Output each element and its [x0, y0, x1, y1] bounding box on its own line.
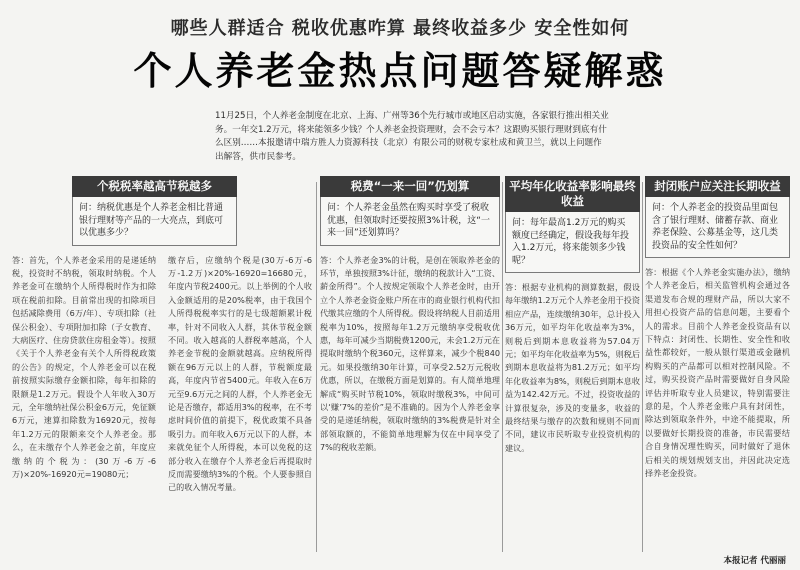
lead-paragraph: 11月25日，个人养老金制度在北京、上海、广州等36个先行城市或地区启动实施，各家银行推出相关业务。一年交1.2万元，将来能领多少钱？个人养老金投资理财，会不会亏本？这跟购买银行理财到底有什么区别……本报邀请中瑞方胜人力资源科技（北京）有限公司的财税专家杜成和黄卫兰，就以上问题作出解答，供市民参考。: [215, 111, 609, 162]
column-divider: [502, 182, 503, 552]
question-box: 问：个人养老金虽然在购买时享受了税收优惠，但领取时还要按照3%计税，这“一来一回”还划算吗？: [320, 197, 500, 246]
section-title: 平均年化收益率影响最终收益: [505, 176, 640, 212]
section-closed-account: [645, 176, 790, 481]
answer-text: 缴存后，应缴纳个税是(30万-6万-6万-1.2万)×20%-16920=16680元，年度内节税2400元。以上举例的个人收入金额适用的是20%税率，由于我国个人所得税税率实行的是七级超额累计税率，针对不同收入人群，其休节税金额不同。收入越高的人群税率越高，个人养老金节税的金额就越高。应纳税所得额在96万元以上的人群，节税额度最高，年度内节省5400元。年收入在6万元至9.6万元之间的人群，个人养老金无论是否缴存，都适用3%的税率，在不考虑时间价值的前提下，税优政策不具备吸引力。而年收入6万元以下的人群，本来就免征个人所得税，本可以免税的这部分收入在缴存个人养老金后再提取时反而需要缴纳3%的个税。个人要参照自己的收入情况考量。: [168, 254, 312, 493]
answer-text: 答：首先，个人养老金采用的是递延纳税，投资时不纳税，领取时纳税。个人养老金可在缴纳个人所得税时作为扣除项在税前扣除。目前常出现的扣除项目包括减除费用（6万/年）、专项扣除（社保公积金）、专项附加扣除（子女教育、大病医疗、住房贷款住房租金等）。按照《关于个人养老金有关个人所得税政策的公告》的规定，个人养老金可以在税前按照实际缴存金额扣除，每年扣除的限额是1.2万元。假设个人年收入30万元，全年缴纳社保公积金6万元，免征额6万元，速算扣除数为16920元，按每年1.2万元的限额来交个人养老金。那么，在未缴存个人养老金之前，年度应缴纳的个税为：(30万-6万-6万)×20%-16920元=19080元；: [12, 254, 156, 479]
section-title: 封闭账户应关注长期收益: [645, 176, 790, 197]
question-box: 问：纳税优惠是个人养老金相比普通银行理财等产品的一大亮点，到底可以优惠多少？: [72, 197, 237, 246]
byline: 本报记者 代丽丽: [723, 556, 786, 566]
section-title: 税费“一来一回”仍划算: [320, 176, 500, 197]
question-box: 问：个人养老金的投资品里面包含了银行理财、储蓄存款、商业养老保险、公募基金等，这几类投资品的安全性如何？: [645, 197, 790, 258]
answer-text: 答：根据专业机构的测算数据，假设每年缴纳1.2万元个人养老金用于投资相应产品，连续缴纳30年，总计投入36万元，如平均年化收益率为3%，则税后到期本息收益将为57.04万元；如平均年化收益率为5%，则税后到期本息收益将为81.2万元；如平均年化收益率为8%，则税后到期本息收益为142.42万元。不过，投资收益的计算很复杂，涉及的变量多，收益的最终结果与缴存的次数和规则不同而不同，建议市民听取专业投资机构的建议。: [505, 282, 640, 453]
section-tax-round-trip: [320, 176, 500, 455]
kicker: 哪些人群适合 税收优惠咋算 最终收益多少 安全性如何: [170, 18, 630, 39]
column-divider: [316, 182, 317, 552]
answer-text: 答：根据《个人养老金实施办法》，缴纳个人养老金后，相关监管机构会通过各渠道发布合规的理财产品，所以大家不用担心投资产品的信息问题，主要看个人的需求。目前个人养老金投资品有以下特点：封闭性、长期性、安全性和收益性都较好，一般从银行渠道或金融机构购买的产品都可以相对控制风险。不过，购买投资产品时需要做好自身风险评估并听取专业人员建议，特别需要注意的是，个人养老金账户具有封闭性，除达到领取条件外，中途不能提取，所以要做好长期投资的准备，市民需要结合自身情况理性购买，同时做好了退休后相关的规划规划支出，并因此决定选择养老金投资。: [645, 267, 790, 479]
question-box: 问：每年最高1.2万元的购买额度已经确定，假设我每年投入1.2万元，将来能领多少钱呢？: [505, 212, 640, 273]
column-divider: [642, 182, 643, 552]
section-title: 个税税率越高节税越多: [72, 176, 237, 197]
answer-text: 答：个人养老金3%的计税，是创在领取养老金的环节，单独按照3%计征，缴纳的税款计入“工资、薪金所得”。个人按规定领取个人养老金时，由开立个人养老金资金账户所在市的商业银行机构代扣代缴其应缴的个人所得税。假设将纳税人目前适用税率为10%，按照每年1.2万元缴纳享受税收优惠，每年可减少当期税费1200元，未会1.2万元在提取时缴纳个税360元，这样算来，减少个税840元。如果投缴纳30年计算，可享受2.52万元税收优惠，所以，在缴税方面是划算的。有人简单地理解成“购买时节税10%，领取时缴税3%，中间可以‘赚’7%的差价”是不准确的。因为个人养老金享受的是递延纳税，领取时缴纳的3%税费是针对全部领取额的，不能简单地理解为仅在中间享受了7%的税收差额。: [320, 254, 500, 453]
page-title: 个人养老金热点问题答疑解惑: [133, 48, 667, 93]
section-annual-yield: [505, 176, 640, 455]
section-tax-rate: [12, 176, 312, 495]
